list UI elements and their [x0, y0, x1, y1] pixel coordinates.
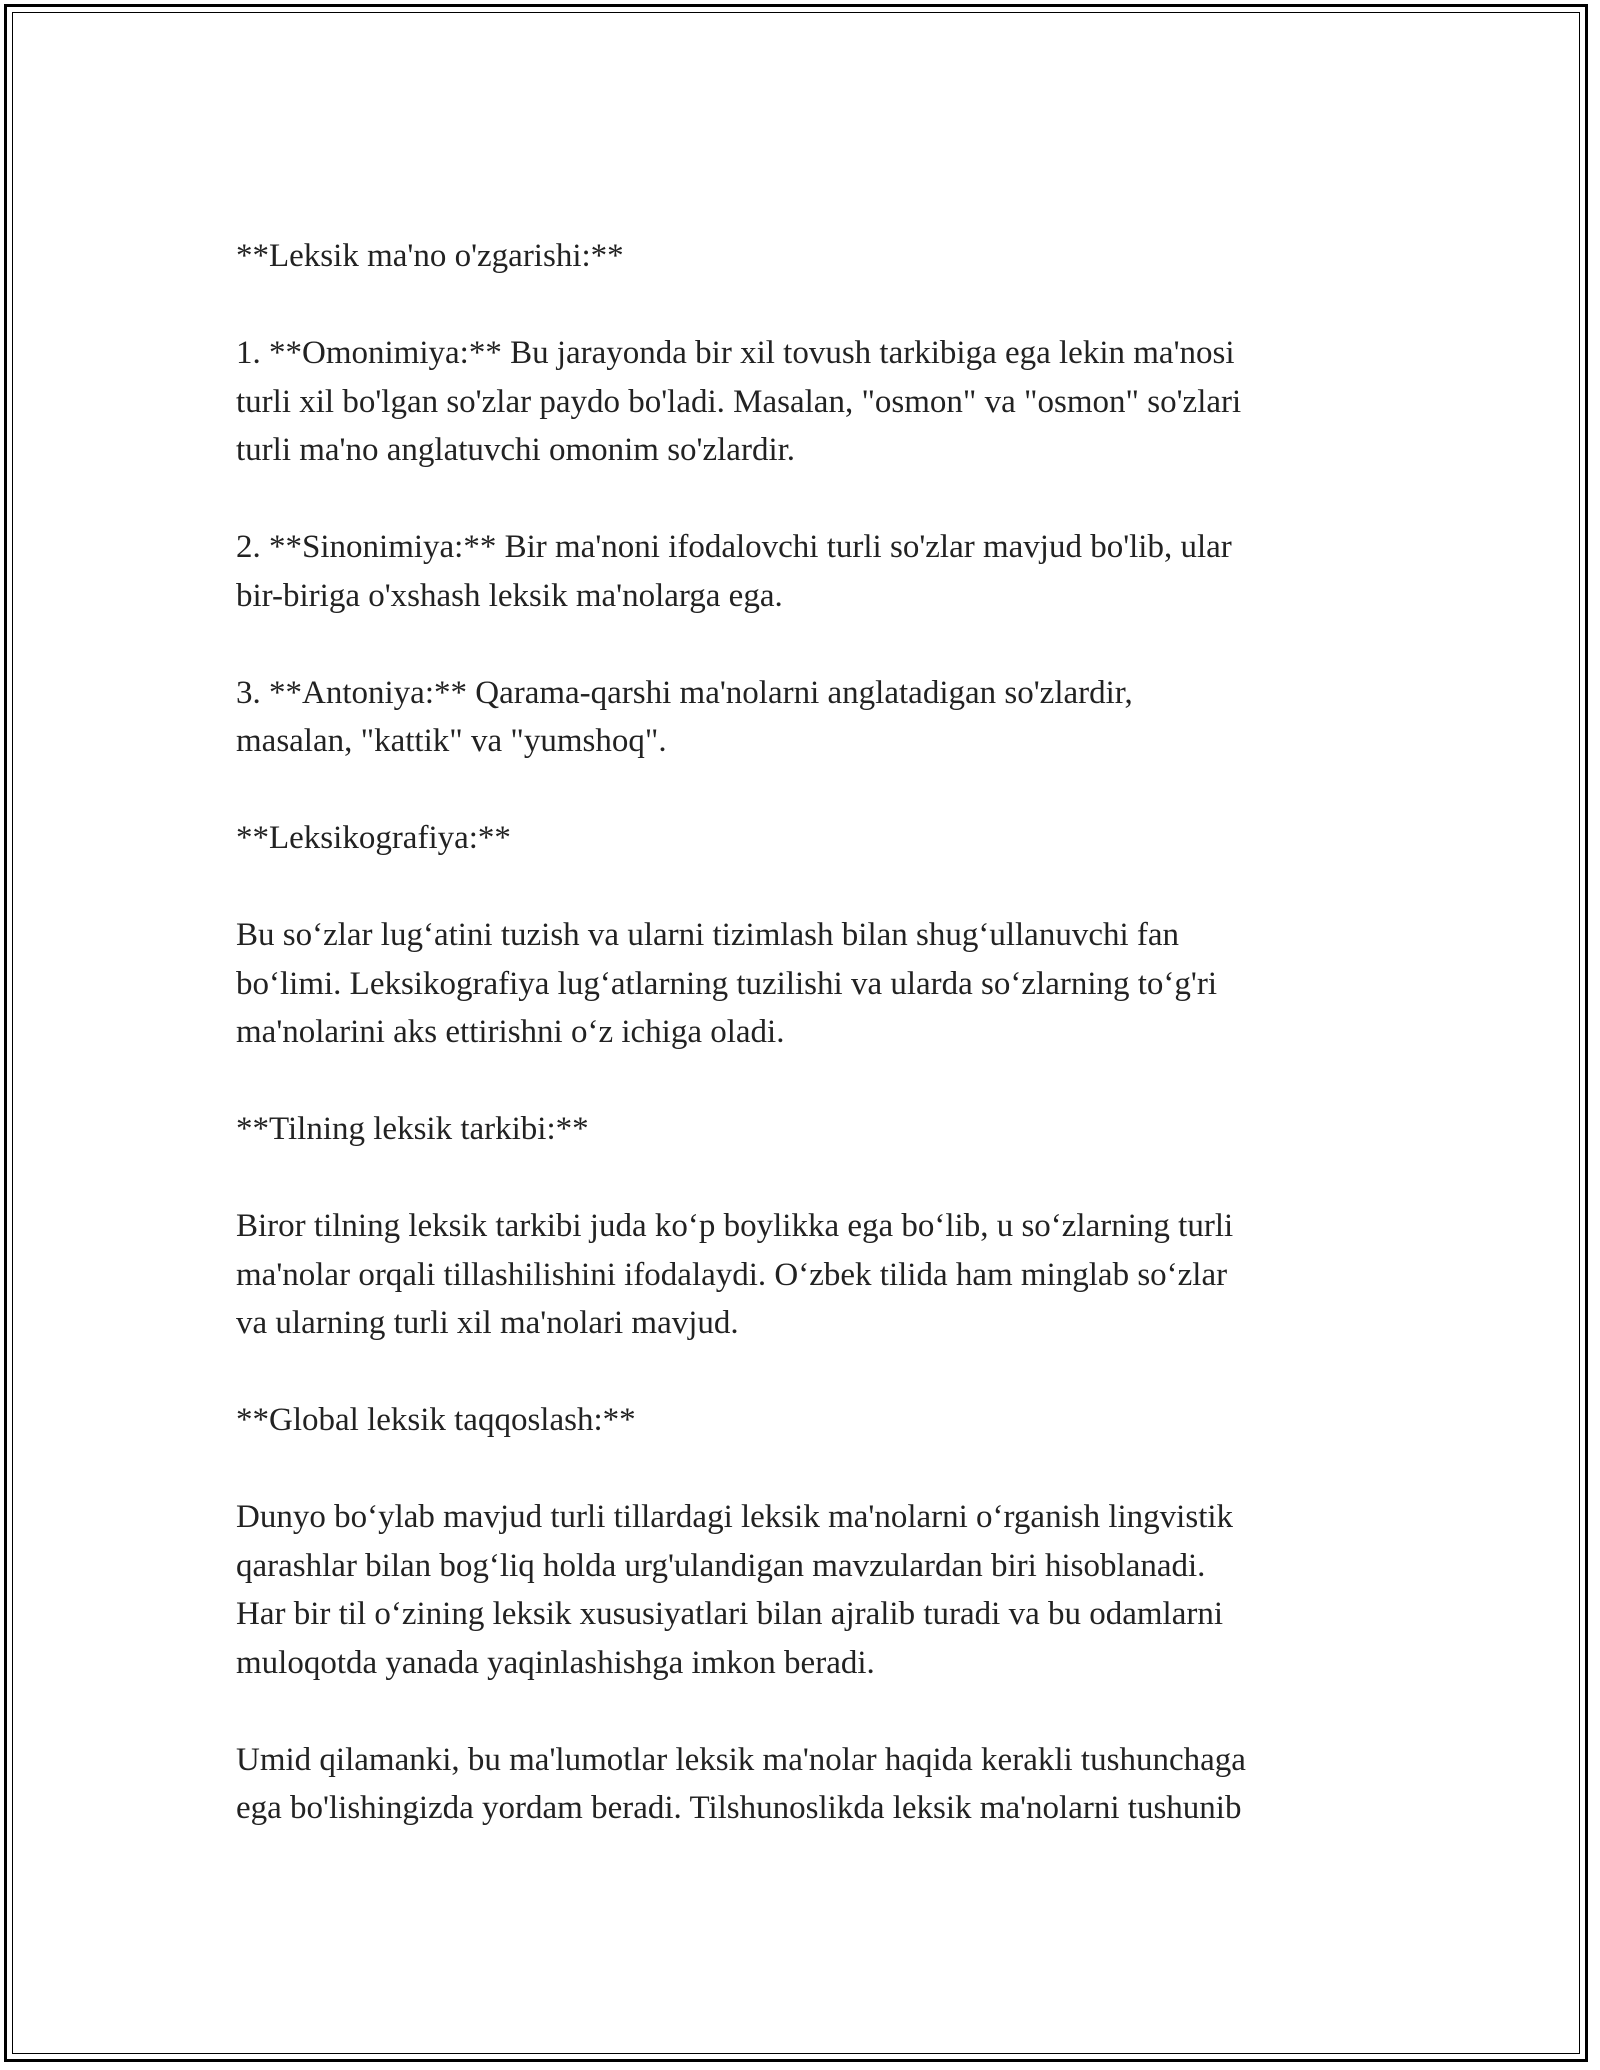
document-body — [236, 232, 1376, 1833]
paragraph-lexical-composition: Biror tilning leksik tarkibi juda ko‘p boylikka ega bo‘lib, u so‘zlarning turli ma'nolar orqali tillashilishini ifodalaydi. O‘zbek tilida ham minglab so‘zlar va ularning turli xil ma'nolari mavjud. — [236, 1208, 1234, 1341]
paragraph-homonymy: 1. **Omonimiya:** Bu jarayonda bir xil tovush tarkibiga ega lekin ma'nosi turli xil bo'lgan so'zlar paydo bo'ladi. Masalan, "osmon" va "osmon" so'zlari turli ma'no anglatuvchi omonim so'zlardir. — [236, 335, 1242, 468]
section-heading-global-comparison: **Global leksik taqqoslash:** — [236, 1402, 636, 1438]
section-heading-lexical-composition: **Tilning leksik tarkibi:** — [236, 1111, 589, 1147]
section-heading-lexical-change: **Leksik ma'no o'zgarishi:** — [236, 238, 624, 274]
paragraph-global-comparison: Dunyo bo‘ylab mavjud turli tillardagi leksik ma'nolarni o‘rganish lingvistik qarashlar bilan bog‘liq holda urg'ulandigan mavzulardan biri hisoblanadi. Har bir til o‘zining leksik xususiyatlari bilan ajralib turadi va bu odamlarni muloqotda yanada yaqinlashishga imkon beradi. — [236, 1499, 1234, 1681]
paragraph-lexicography: Bu so‘zlar lug‘atini tuzish va ularni tizimlash bilan shug‘ullanuvchi fan bo‘limi. Leksikografiya lug‘atlarning tuzilishi va ularda so‘zlarning to‘g'ri ma'nolarini aks ettirishni o‘z ichiga oladi. — [236, 917, 1218, 1050]
paragraph-antonymy: 3. **Antoniya:** Qarama-qarshi ma'nolarni anglatadigan so'zlardir, masalan, "kattik" va "yumshoq". — [236, 674, 1133, 759]
section-heading-lexicography: **Leksikografiya:** — [236, 820, 511, 856]
paragraph-synonymy: 2. **Sinonimiya:** Bir ma'noni ifodalovchi turli so'zlar mavjud bo'lib, ular bir-biriga o'xshash leksik ma'nolarga ega. — [236, 529, 1232, 614]
paragraph-closing: Umid qilamanki, bu ma'lumotlar leksik ma'nolar haqida kerakli tushunchaga ega bo'lishingizda yordam beradi. Tilshunoslikda leksik ma'nolarni tushunib — [236, 1741, 1246, 1826]
